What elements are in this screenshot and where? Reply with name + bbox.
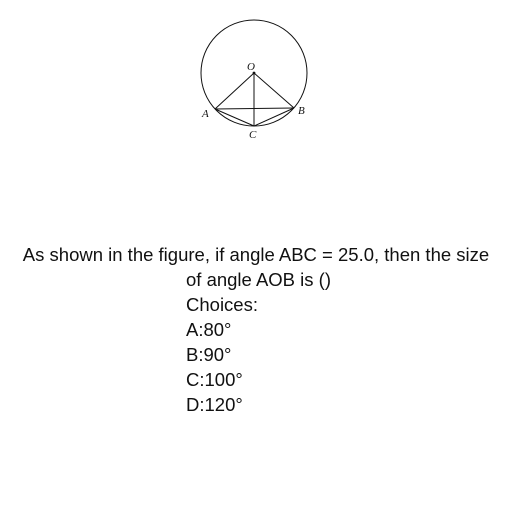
choice-a: A:80° [186, 319, 232, 340]
segment-ob [254, 73, 294, 108]
question-text-line2: of angle AOB is () [186, 269, 331, 290]
label-a: A [202, 108, 209, 120]
question-text-line1: As shown in the figure, if angle ABC = 25.0, then the size [22, 244, 490, 265]
label-b: B [298, 105, 305, 117]
choice-c: C:100° [186, 369, 243, 390]
label-c: C [249, 129, 257, 141]
geometry-figure [0, 0, 512, 160]
label-o: O [247, 61, 255, 73]
choice-b: B:90° [186, 344, 232, 365]
question-block [0, 242, 512, 417]
segment-ac [215, 109, 254, 126]
segment-bc [254, 108, 294, 126]
choice-d: D:120° [186, 394, 243, 415]
choices-label: Choices: [186, 294, 258, 315]
segment-oa [215, 73, 254, 109]
